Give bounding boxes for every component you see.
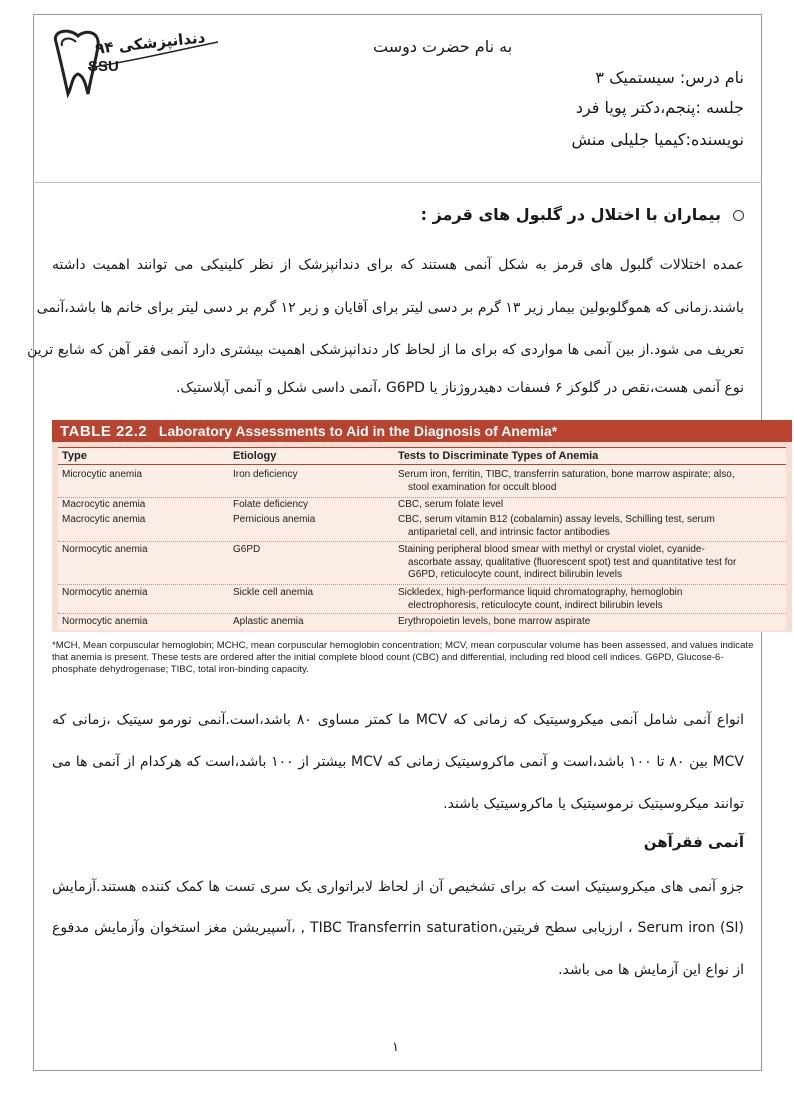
table-cell-type: Microcytic anemia: [62, 469, 143, 480]
paragraph-line: انواع آنمی شامل آنمی میکروسیتیک که زمانی که MCV ما کمتر مساوی ۸۰ باشد،است.آنمی نورمو سیتیک ،زمانی که: [52, 712, 744, 728]
table-title: TABLE 22.2 Laboratory Assessments to Aid in the Diagnosis of Anemia*: [52, 420, 792, 442]
paragraph-line: از نواع این آزمایش ها می باشد.: [558, 962, 744, 978]
author: نویسنده:کیمیا جلیلی منش: [571, 130, 744, 149]
table-header-tests: Tests to Discriminate Types of Anemia: [398, 450, 599, 462]
section-title-rbc-disorders: بیماران با اختلال در گلبول های قرمز :: [421, 205, 744, 224]
table-cell-tests: CBC, serum vitamin B12 (cobalamin) assay levels, Schilling test, serum antiparietal cell, and intrinsic factor antibodies: [398, 514, 715, 538]
basmala: به نام حضرت دوست: [373, 37, 513, 56]
table-cell-etiology: Pernicious anemia: [233, 514, 316, 525]
header-divider: [33, 182, 762, 183]
table-cell-etiology: Sickle cell anemia: [233, 587, 314, 598]
table-cell-type: Macrocytic anemia: [62, 499, 146, 510]
paragraph-line: جزو آنمی های میکروسیتیک است که برای تشخیص آن از لحاظ لابراتواری یک سری تست ها کمک کننده هستند.آزمایش: [52, 879, 744, 895]
table-row-separator: [58, 541, 786, 542]
paragraph-line: MCV بین ۸۰ تا ۱۰۰ باشد،است و آنمی ماکروسیتیک زمانی که MCV بیشتر از ۱۰۰ باشد،است که هرکدام از آنمی ها می: [52, 754, 745, 770]
page-number: ۱: [392, 1040, 399, 1055]
table-header-rule: [58, 464, 786, 465]
paragraph-line: توانند میکروسیتیک نرموسیتیک یا ماکروسیتیک باشند.: [443, 796, 744, 812]
table-header-type: Type: [62, 450, 87, 462]
table-cell-tests: Staining peripheral blood smear with methyl or crystal violet, cyanide-ascorbate assay, qualitative (fluorescent spot) test and quantitative test for G6PD, reticulocyte count, indirect bilirubin levels: [398, 544, 737, 580]
paragraph-line: عمده اختلالات گلبول های قرمز به شکل آنمی هستند که برای دندانپزشک از نظر کلینیکی می توانند اهمیت داشته: [52, 257, 744, 273]
logo-abbr: SSU: [88, 58, 119, 75]
paragraph-line: نوع آنمی هست،نقص در گلوکز ۶ فسفات دهیدروژناز یا G6PD ،آنمی داسی شکل و آنمی آپلاستیک.: [175, 380, 744, 396]
logo-text: دندانپزشکی ۹۴: [94, 28, 207, 58]
table-cell-etiology: Folate deficiency: [233, 499, 309, 510]
session-info: جلسه :پنجم،دکتر پویا فرد: [575, 98, 744, 117]
table-cell-tests: Serum iron, ferritin, TIBC, transferrin saturation, bone marrow aspirate; also, stool examination for occult blood: [398, 469, 735, 493]
table-footnote: *MCH, Mean corpuscular hemoglobin; MCHC, mean corpuscular hemoglobin concentration; MCV, mean corpuscular volume has been assessed, and values indicate that anemia is present. These tests are ordered after the initial complete blood count (CBC) and differential, including red blood cell indices. G6PD, Glucose-6-phosphate dehydrogenase; TIBC, total iron-binding capacity.: [52, 640, 754, 675]
table-row-separator: [58, 613, 786, 614]
table-cell-tests: CBC, serum folate level: [398, 499, 504, 510]
table-cell-etiology: Iron deficiency: [233, 469, 298, 480]
course-name: نام درس: سیستمیک ۳: [595, 68, 744, 87]
table-cell-type: Normocytic anemia: [62, 544, 148, 555]
table-cell-etiology: G6PD: [233, 544, 261, 555]
table-row-separator: [58, 497, 786, 498]
paragraph-line: Serum iron (SI) ، ارزیابی سطح فریتین،TIBC Transferrin saturation , ،آسپیریشن مغز استخوان وآزمایش مدفوع: [52, 920, 744, 936]
table-cell-tests: Sickledex, high-performance liquid chromatography, hemoglobin electrophoresis, reticulocyte count, indirect bilirubin levels: [398, 587, 683, 611]
table-cell-type: Normocytic anemia: [62, 616, 148, 627]
table-row-separator: [58, 584, 786, 585]
table-cell-type: Macrocytic anemia: [62, 514, 146, 525]
table-cell-type: Normocytic anemia: [62, 587, 148, 598]
paragraph-line: باشند.زمانی که هموگلوبولین بیمار زیر ۱۳ گرم بر دسی لیتر برای آقایان و زیر ۱۲ گرم بر دسی لیتر برای خانم ها باشد،آنمی: [36, 300, 744, 316]
circle-bullet-icon: [733, 210, 744, 221]
section-title-iron-deficiency: آنمی فقرآهن: [643, 833, 744, 851]
paragraph-line: تعریف می شود.از بین آنمی ها مواردی که برای ما از لحاظ کار دندانپزشکی اهمیت بیشتری دارد آنمی فقر آهن که شایع ترین: [27, 342, 744, 358]
table-header-etiology: Etiology: [233, 450, 277, 462]
table-cell-tests: Erythropoietin levels, bone marrow aspirate: [398, 616, 591, 627]
table-cell-etiology: Aplastic anemia: [233, 616, 304, 627]
